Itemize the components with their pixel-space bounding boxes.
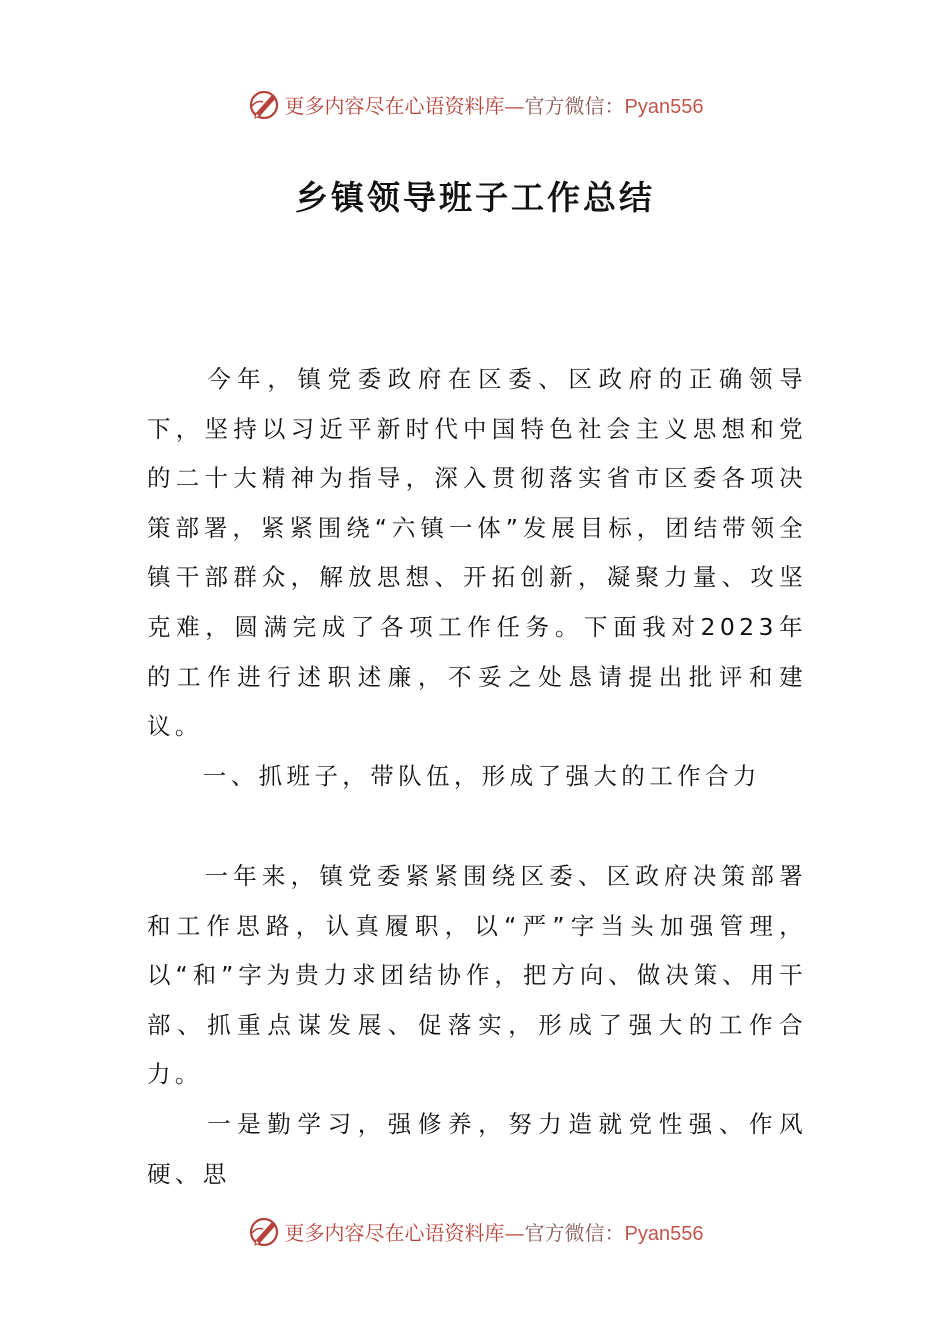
watermark-main: 更多内容尽在心语资料库 [284,93,505,118]
watermark-dash: — [504,93,525,118]
watermark-main: 更多内容尽在心语资料库 [284,1220,505,1245]
pen-logo-icon [247,1213,283,1249]
paragraph-intro: 今年，镇党委政府在区委、区政府的正确领导下，坚持以习近平新时代中国特色社会主义思想和党的二十大精神为指导，深入贯彻落实省市区委各项决策部署，紧紧围绕“六镇一体”发展目标，团结带领全镇干部群众，解放思想、开拓创新，凝聚力量、攻坚克难，圆满完成了各项工作任务。下面我对2023年的工作进行述职述廉，不妥之处恳请提出批评和建议。 [147,365,807,741]
watermark-text [285,1217,704,1246]
watermark-dash: — [504,1220,525,1245]
footer-watermark [0,1211,950,1251]
watermark-text [285,90,704,119]
section-heading-1: 一、抓班子，带队伍，形成了强大的工作合力 [147,762,761,790]
watermark-label: 官方微信： [524,93,625,118]
pen-logo-icon [247,86,283,122]
paragraph-point-1: 一是勤学习，强修养，努力造就党性强、作风硬、思 [147,1110,807,1188]
paragraph-section-1: 一年来，镇党委紧紧围绕区委、区政府决策部署和工作思路，认真履职，以“严”字当头加强管理，以“和”字为贵力求团结协作，把方向、做决策、用干部、抓重点谋发展、促落实，形成了强大的工作合力。 [147,862,807,1089]
document-title: 乡镇领导班子工作总结 [295,178,655,217]
watermark-wechat-id: Pyan556 [624,95,704,118]
watermark-label: 官方微信： [524,1220,625,1245]
header-watermark [0,84,950,124]
watermark-wechat-id: Pyan556 [624,1222,704,1245]
